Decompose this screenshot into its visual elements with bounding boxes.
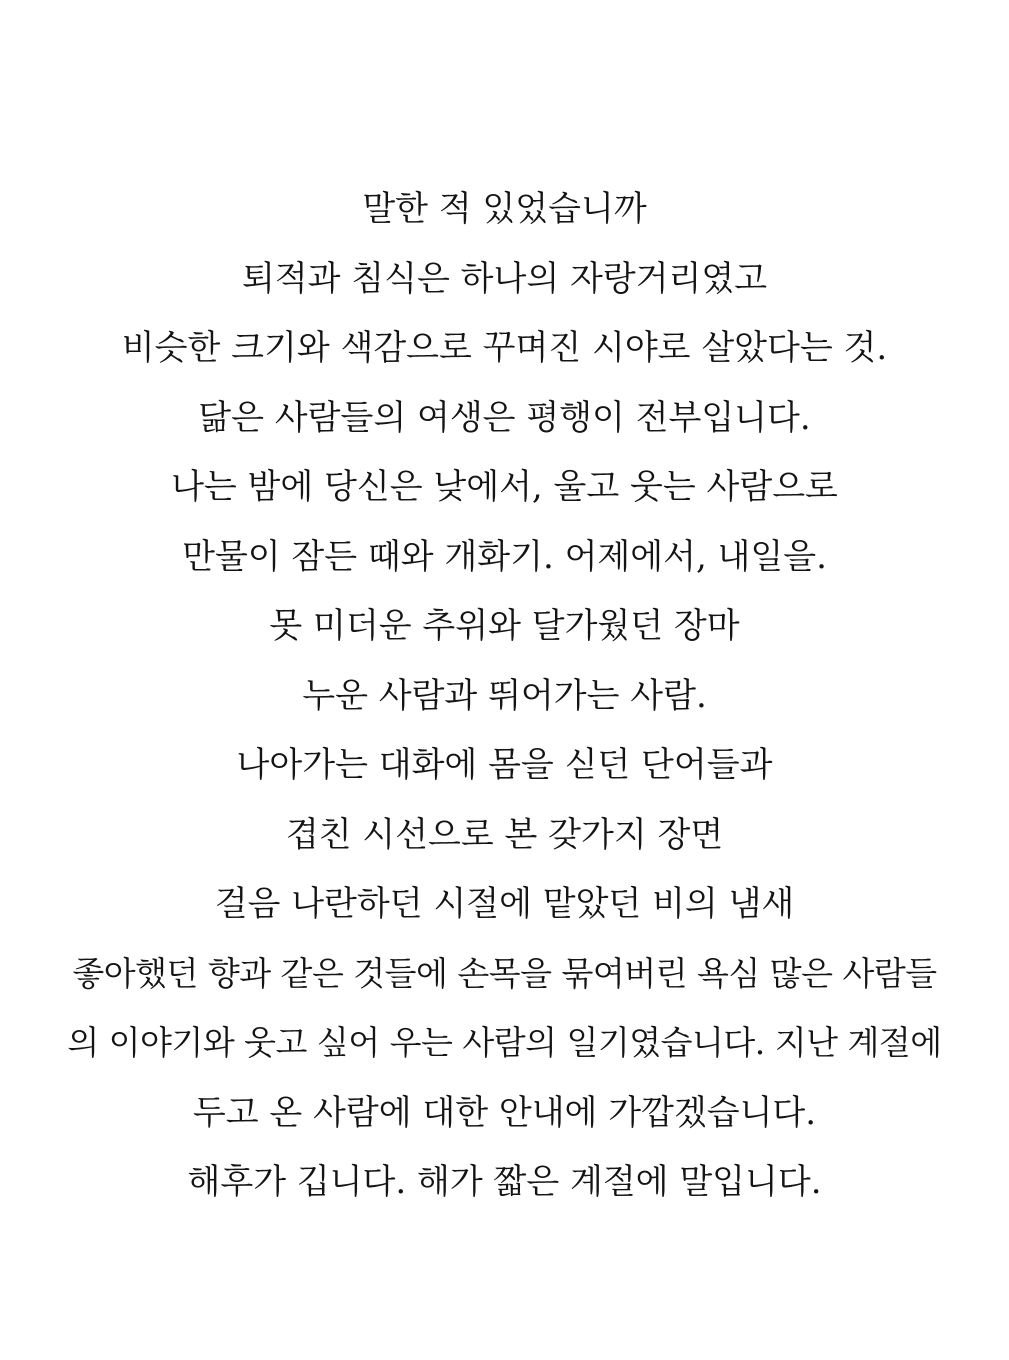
poem-line: 누운 사람과 뛰어가는 사람. [302,675,707,716]
poem-line: 해후가 깁니다. 해가 짧은 계절에 말입니다. [187,1162,822,1202]
poem-line: 걸음 나란하던 시절에 맡았던 비의 냄새 [214,884,795,924]
poem-line: 의 이야기와 웃고 싶어 우는 사람의 일기였습니다. 지난 계절에 [67,1023,942,1062]
poem-line: 좋아했던 향과 같은 것들에 손목을 묶여버린 욕심 많은 사람들 [72,953,937,993]
poem-line: 말한 적 있었습니까 [362,189,647,229]
poem-line: 퇴적과 침식은 하나의 자랑거리였고 [241,258,768,299]
poem-line: 겹친 시선으로 본 갖가지 장면 [285,814,724,855]
poem-line: 만물이 잠든 때와 개화기. 어제에서, 내일을. [182,536,827,577]
poem-line: 나는 밤에 당신은 낮에서, 울고 웃는 사람으로 [171,467,838,507]
poem-text [0,178,1009,1221]
poem-line: 두고 온 사람에 대한 안내에 가깝겠습니다. [192,1092,817,1133]
poem-line: 나아가는 대화에 몸을 싣던 단어들과 [236,745,773,785]
poem-line: 못 미더운 추위와 달가웠던 장마 [269,606,740,646]
poem-line: 닮은 사람들의 여생은 평행이 전부입니다. [198,397,811,438]
poem-line: 비슷한 크기와 색감으로 꾸며진 시야로 살았다는 것. [121,328,888,368]
